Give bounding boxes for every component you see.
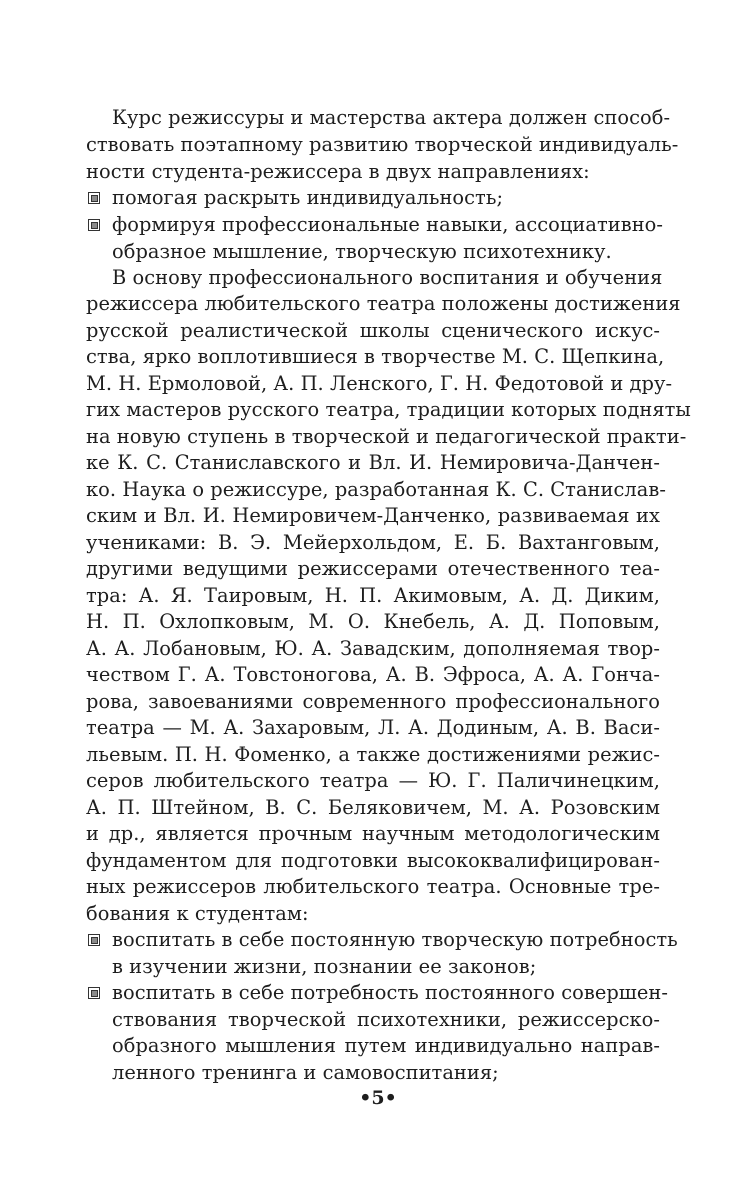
bullet-line: ленного тренинга и самовоспитания; bbox=[112, 1061, 499, 1084]
bullet-line: в изучении жизни, познании ее законов; bbox=[112, 955, 537, 978]
bullet-line: образное мышление, творческую психотехнику. bbox=[112, 240, 612, 263]
paragraph-line: тра: А. Я. Таировым, Н. П. Акимовым, А. Д. Диким, bbox=[86, 584, 660, 607]
paragraph-line: Н. П. Охлопковым, М. О. Кнебель, А. Д. Поповым, bbox=[86, 610, 660, 633]
bullet-square-icon bbox=[88, 219, 100, 231]
bullet-square-icon bbox=[88, 934, 100, 946]
paragraph-line: ским и Вл. И. Немировичем-Данченко, развиваемая их bbox=[86, 504, 660, 527]
bullet-line: формируя профессиональные навыки, ассоциативно- bbox=[112, 213, 664, 236]
bullet-square-icon bbox=[88, 987, 100, 999]
paragraph-line: и др., является прочным научным методологическим bbox=[86, 822, 660, 845]
paragraph-line: рова, завоеваниями современного профессионального bbox=[86, 690, 660, 713]
paragraph-line: ных режиссеров любительского театра. Основные тре- bbox=[86, 875, 660, 898]
paragraph-line: М. Н. Ермоловой, А. П. Ленского, Г. Н. Федотовой и дру- bbox=[86, 372, 673, 395]
paragraph-line: ко. Наука о режиссуре, разработанная К. С. Станислав- bbox=[86, 478, 666, 501]
bullet-line: помогая раскрыть индивидуальность; bbox=[112, 186, 504, 209]
paragraph-line: В основу профессионального воспитания и обучения bbox=[112, 266, 663, 289]
paragraph-line: Курс режиссуры и мастерства актера должен способ- bbox=[112, 106, 671, 129]
paragraph-line: русской реалистической школы сценического искус- bbox=[86, 319, 660, 342]
paragraph-line: ствовать поэтапному развитию творческой индивидуаль- bbox=[86, 133, 679, 156]
paragraph-line: А. А. Лобановым, Ю. А. Завадским, дополняемая твор- bbox=[86, 637, 660, 660]
bullet-line: образного мышления путем индивидуально направ- bbox=[112, 1034, 660, 1057]
paragraph-line: режиссера любительского театра положены достижения bbox=[86, 292, 681, 315]
paragraph-line: ства, ярко воплотившиеся в творчестве М. С. Щепкина, bbox=[86, 345, 665, 368]
paragraph-line: льевым. П. Н. Фоменко, а также достижениями режис- bbox=[86, 743, 660, 766]
paragraph-line: серов любительского театра — Ю. Г. Паличинецким, bbox=[86, 769, 660, 792]
paragraph-line: другими ведущими режиссерами отечественного теа- bbox=[86, 557, 660, 580]
paragraph-line: на новую ступень в творческой и педагогической практи- bbox=[86, 425, 687, 448]
bullet-line: воспитать в себе постоянную творческую потребность bbox=[112, 928, 678, 951]
bullet-line: ствования творческой психотехники, режиссерско- bbox=[112, 1008, 660, 1031]
bullet-line: воспитать в себе потребность постоянного совершен- bbox=[112, 981, 668, 1004]
paragraph-line: бования к студентам: bbox=[86, 902, 309, 925]
page-number: •5• bbox=[359, 1087, 397, 1109]
paragraph-line: ке К. С. Станиславского и Вл. И. Немировича-Данчен- bbox=[86, 451, 660, 474]
paragraph-line: театра — М. А. Захаровым, Л. А. Додиным, А. В. Васи- bbox=[86, 716, 660, 739]
paragraph-line: гих мастеров русского театра, традиции которых подняты bbox=[86, 398, 691, 421]
paragraph-line: А. П. Штейном, В. С. Беляковичем, М. А. Розовским bbox=[86, 796, 660, 819]
bullet-square-icon bbox=[88, 192, 100, 204]
paragraph-line: чеством Г. А. Товстоногова, А. В. Эфроса, А. А. Гонча- bbox=[86, 663, 660, 686]
paragraph-line: фундаментом для подготовки высококвалифицирован- bbox=[86, 849, 660, 872]
paragraph-line: учениками: В. Э. Мейерхольдом, Е. Б. Вахтанговым, bbox=[86, 531, 660, 554]
paragraph-line: ности студента-режиссера в двух направлениях: bbox=[86, 160, 590, 183]
